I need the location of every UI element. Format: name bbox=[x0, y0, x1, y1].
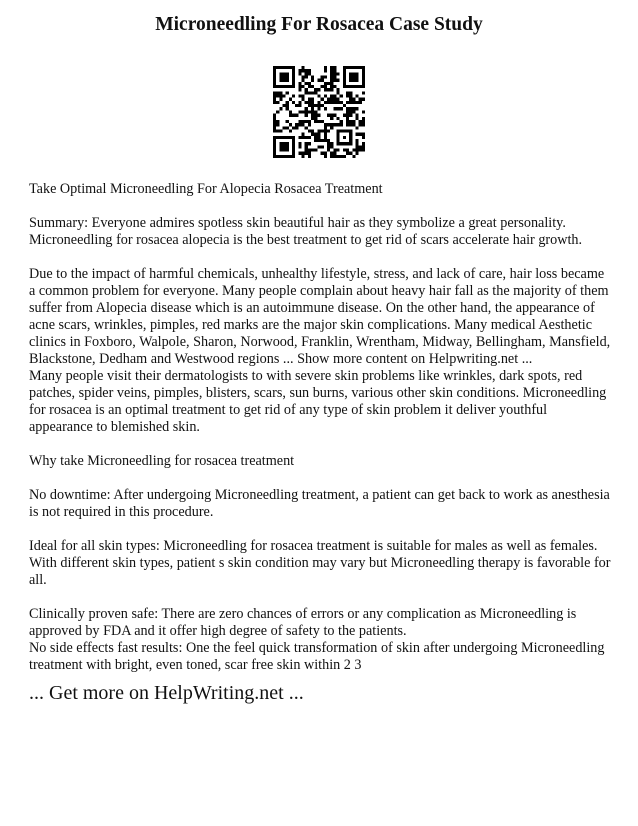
paragraph-no-downtime: No downtime: After undergoing Microneedling treatment, a patient can get back to work as anesthesia is not required in this procedure. bbox=[29, 487, 610, 520]
paragraph-no-side-effects: No side effects fast results: One the feel quick transformation of skin after undergoing Microneedling treatment with bright, even toned, scar free skin within 2 3 bbox=[29, 640, 605, 673]
paragraph-heading: Take Optimal Microneedling For Alopecia Rosacea Treatment bbox=[29, 181, 383, 197]
paragraph-dermatologists: Many people visit their dermatologists to with severe skin problems like wrinkles, dark spots, red patches, spider veins, pimples, blisters, scars, sun burns, various other skin conditions. Microneedling for rosacea is an optimal treatment to get rid of any type of skin problem it deliver youthful appearance to blemished skin. bbox=[29, 368, 607, 435]
document-body bbox=[29, 181, 611, 674]
qr-code-image bbox=[273, 66, 365, 158]
paragraph-intro: Due to the impact of harmful chemicals, unhealthy lifestyle, stress, and lack of care, hair loss became a common problem for everyone. Many people complain about heavy hair fall as the majority of them suffer from Alopecia disease which is an autoimmune disease. On the other hand, the appearance of acne scars, wrinkles, pimples, red marks are the major skin complications. Many medical Aesthetic clinics in Foxboro, Walpole, Sharon, Norwood, Franklin, Wrentham, Midway, Bellingham, Mansfield, Blackstone, Dedham and Westwood regions ... Show more content on Helpwriting.net ... bbox=[29, 266, 611, 367]
get-more-link[interactable]: ... Get more on HelpWriting.net ... bbox=[29, 682, 304, 704]
paragraph-clinically-safe: Clinically proven safe: There are zero chances of errors or any complication as Microneedling is approved by FDA and it offer high degree of safety to the patients. bbox=[29, 606, 577, 639]
paragraph-summary: Summary: Everyone admires spotless skin beautiful hair as they symbolize a great personality. Microneedling for rosacea alopecia is the best treatment to get rid of scars accelerate hair growth. bbox=[29, 215, 583, 248]
paragraph-why-heading: Why take Microneedling for rosacea treatment bbox=[29, 453, 295, 469]
document-title: Microneedling For Rosacea Case Study bbox=[155, 14, 483, 35]
paragraph-skin-types: Ideal for all skin types: Microneedling for rosacea treatment is suitable for males as well as females. With different skin types, patient s skin condition may vary but Microneedling therapy is favorable for all. bbox=[29, 538, 611, 588]
